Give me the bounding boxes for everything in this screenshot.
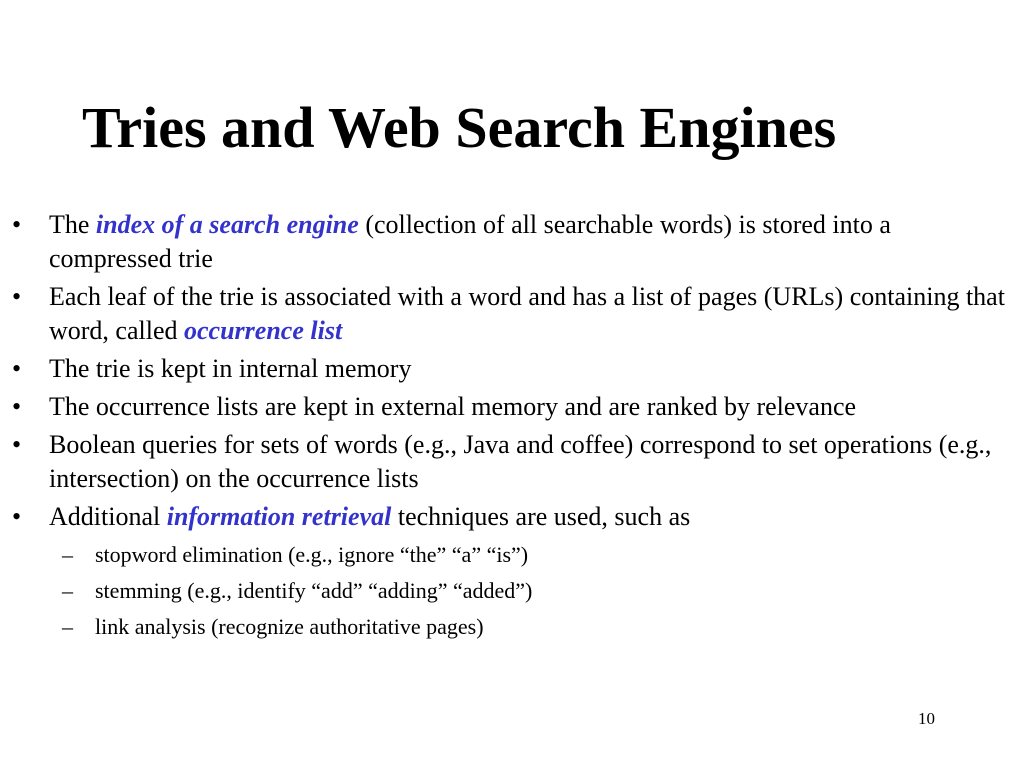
slide-title: Tries and Web Search Engines [82, 95, 837, 160]
bullet-text-after: (collection of all searchable words) is stored into a compressed trie [49, 210, 891, 273]
bullet-marker: • [12, 210, 22, 239]
bullet-text-before: Each leaf of the trie is associated with a word and has a list of pages (URLs) containing that word, called [49, 282, 1005, 345]
bullet-marker: • [12, 502, 22, 531]
bullet-text: Boolean queries for sets of words (e.g., Java and coffee) correspond to set operations (e.g., intersection) on the occurrence lists [49, 430, 992, 493]
sub-bullet-marker: – [62, 542, 73, 567]
page-number: 10 [918, 709, 935, 728]
sub-bullet-text: stopword elimination (e.g., ignore “the” “a” “is”) [95, 542, 529, 567]
bullet-text-before: The [49, 210, 96, 239]
bullet-text-after: techniques are used, such as [391, 502, 691, 531]
bullet-item-occurrence-list [0, 280, 1024, 348]
sub-bullet-marker: – [62, 578, 73, 603]
bullet-marker: • [12, 430, 22, 459]
sub-bullet-text: stemming (e.g., identify “add” “adding” “added”) [95, 578, 533, 603]
bullet-emphasis-information-retrieval: information retrieval [166, 502, 392, 531]
bullet-item-boolean-queries [0, 428, 1024, 496]
bullet-emphasis-index: index of a search engine [95, 210, 359, 239]
sub-bullet-link-analysis [0, 610, 1024, 643]
sub-bullet-stopword [0, 538, 1024, 571]
bullet-marker: • [12, 354, 22, 383]
bullet-marker: • [12, 282, 22, 311]
bullet-item-index [0, 208, 1024, 276]
bullet-item-external-memory [0, 390, 1024, 424]
bullet-emphasis-occurrence-list: occurrence list [184, 316, 343, 345]
bullet-text: The occurrence lists are kept in external memory and are ranked by relevance [49, 392, 857, 421]
bullet-marker: • [12, 392, 22, 421]
bullet-list [0, 208, 1024, 646]
bullet-item-information-retrieval [0, 500, 1024, 534]
bullet-text: The trie is kept in internal memory [49, 354, 412, 383]
bullet-text-before: Additional [49, 502, 167, 531]
sub-bullet-marker: – [62, 614, 73, 639]
bullet-item-internal-memory [0, 352, 1024, 386]
sub-bullet-stemming [0, 574, 1024, 607]
sub-bullet-text: link analysis (recognize authoritative pages) [95, 614, 484, 639]
